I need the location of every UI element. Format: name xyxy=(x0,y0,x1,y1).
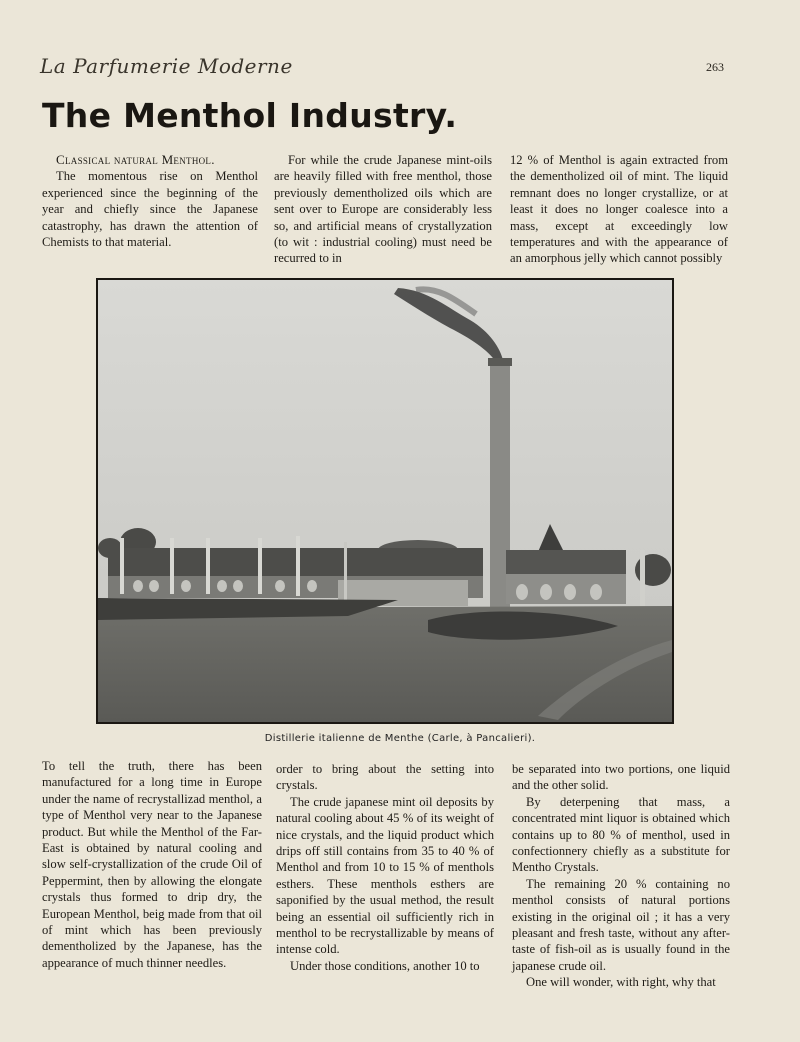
text-column-bottom-2 xyxy=(276,761,494,974)
paragraph: 12 % of Menthol is again extracted from the dementholized oil of mint. The liquid remnant does no longer crystallize, or at least it does no longer coalesce into a mass, except at exceedingly low temperatures and with the appearance of an amorphous jelly which cannot possibly xyxy=(510,153,728,266)
section-subheading: Classical natural Menthol. xyxy=(56,152,215,167)
paragraph: be separated into two portions, one liquid and the other solid. xyxy=(512,762,730,793)
paragraph: To tell the truth, there has been manufactured for a long time in Europe under the name of recrystallizad menthol, a type of Menthol very near to the Japanese product. But while the Menthol of the Far-East is obtained by natural cooling and slow self-crystallization of the crude Oil of Peppermint, then by allowing the elongate crystals thus formed to drip dry, the European Menthol, beig made from that oil of mint which has been previously dementholized by the Japanese, has the appearance of much thinner needles. xyxy=(42,759,262,970)
paragraph: By deterpening that mass, a concentrated mint liquor is obtained which contains up to 80 % of menthol, used in confectionnery chiefly as a substitute for Mentho Crystals. xyxy=(512,794,730,875)
running-head: La Parfumerie Moderne xyxy=(40,54,293,78)
text-column-bottom-1 xyxy=(42,758,262,971)
paragraph: order to bring about the setting into crystals. xyxy=(276,762,494,793)
distillery-photo-illustration xyxy=(98,280,672,722)
paragraph: One will wonder, with right, why that xyxy=(526,975,716,990)
text-column-top-2 xyxy=(274,152,492,267)
paragraph: The momentous rise on Menthol experienced since the beginning of the year and chiefly since the Japanese catastrophy, has drawn the attention of Chemists to that material. xyxy=(42,169,258,250)
paragraph: The remaining 20 % containing no menthol consists of natural portions existing in the original oil ; it has a very pleasant and fresh taste, without any after-taste of fish-oil as is usually found in the japanese crude oil. xyxy=(512,876,730,973)
page-number: 263 xyxy=(706,60,724,74)
paragraph: For while the crude Japanese mint-oils are heavily filled with free menthol, those previously dementholized oils which are sent over to Europe are considerably less so, and artificial means of crystallyzation (to wit : industrial cooling) must need be recurred to in xyxy=(274,153,492,266)
paragraph: The crude japanese mint oil deposits by natural cooling about 45 % of its weight of nice crystals, and the liquid product which drips off still contains from 35 to 40 % of Menthol and from 10 to 15 % of menthols esthers. These menthols esthers are saponified by the usual method, the result being an essential oil sufficiently rich in menthol to be recrystallizable by means of intense cold. xyxy=(276,794,494,957)
distillery-photo xyxy=(96,278,674,724)
text-column-top-3 xyxy=(510,152,728,267)
paragraph: Under those conditions, another 10 to xyxy=(290,958,480,973)
article-title: The Menthol Industry. xyxy=(42,96,458,135)
figure-caption: Distillerie italienne de Menthe (Carle, à Pancalieri). xyxy=(264,733,536,744)
text-column-top-1 xyxy=(42,152,258,250)
text-column-bottom-3 xyxy=(512,761,730,991)
